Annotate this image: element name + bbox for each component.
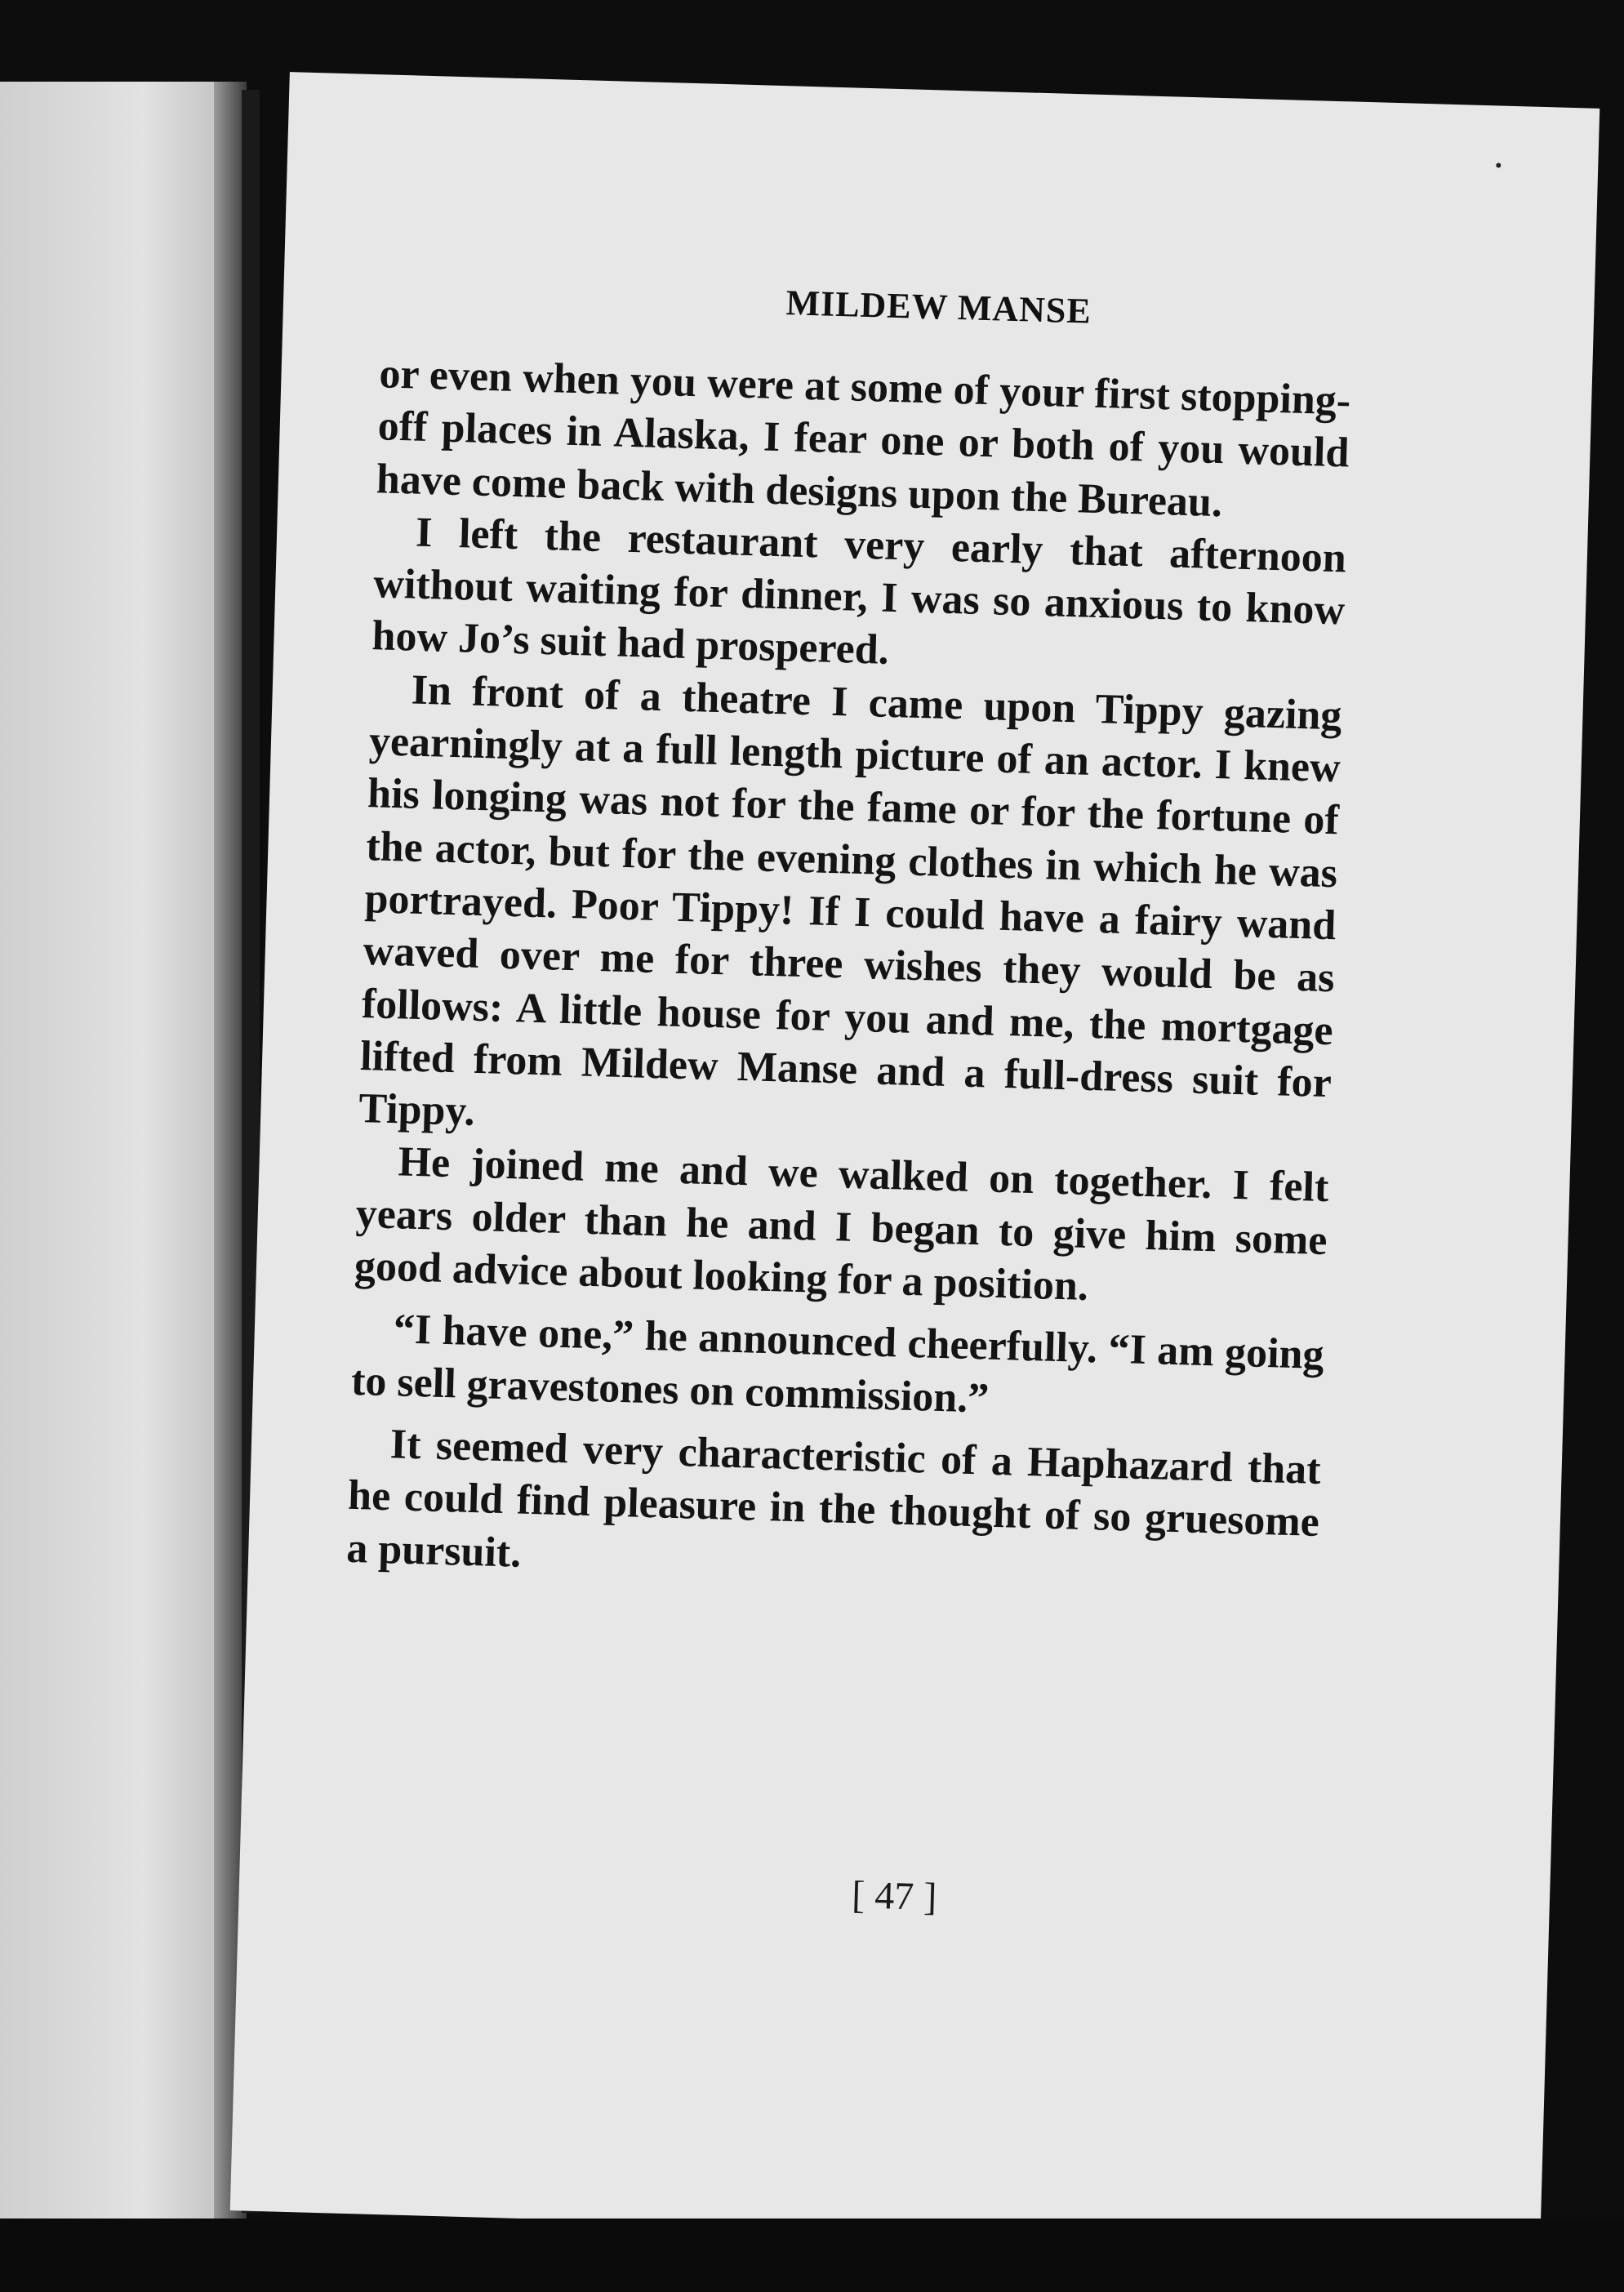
scan-bottom-edge	[0, 2219, 1624, 2292]
facing-page	[0, 82, 238, 2221]
paragraph: “I have one,” he announced cheerfully. “I am going to sell gravestones on commission.”	[350, 1306, 1325, 1422]
page-number: [ 47 ]	[851, 1873, 938, 1920]
paragraph: It seemed very characteristic of a Haphazard that he could find pleasure in the thought of so gruesome a pursuit.	[345, 1421, 1322, 1577]
dust-speck	[1496, 162, 1501, 167]
paragraph: or even when you were at some of your first stopping-off places in Alaska, I fear one or both of you would have come back with designs upon the Bureau.	[376, 350, 1351, 526]
paragraph: In front of a theatre I came upon Tippy gazing yearningly at a full length picture of an actor. I knew his longing was not for the fame or for the fortune of the actor, but for the evening clothes in which he was portrayed. Poor Tippy! If I could have a fairy wand waved over me for three wishes they would be as follows: A little house for you and me, the mortgage lifted from Mildew Manse and a full-dress suit for Tippy.	[358, 666, 1343, 1136]
page-body	[346, 348, 1351, 1601]
paragraph: He joined me and we walked on together. I felt years older than he and I began to give him some good advice about looking for a position.	[354, 1138, 1330, 1311]
book-page	[230, 72, 1600, 2247]
running-head: MILDEW MANSE	[785, 283, 1092, 332]
paragraph: I left the restaurant very early that afternoon without waiting for dinner, I was so anxious to know how Jo’s suit had prospered.	[371, 509, 1347, 674]
